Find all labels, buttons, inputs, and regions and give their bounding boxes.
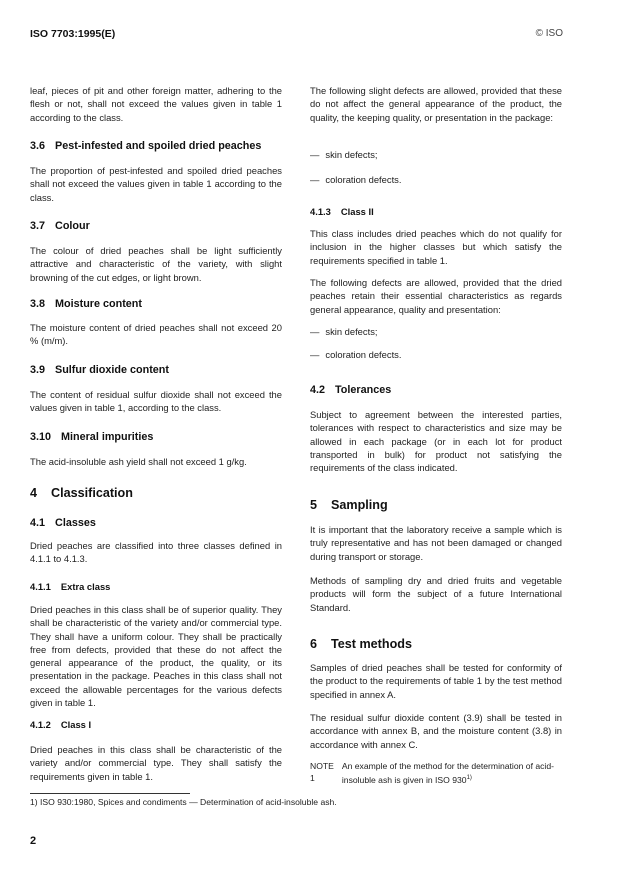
- section-4-1-3-heading: 4.1.3 Class II: [310, 206, 374, 217]
- section-4-1-2-heading: 4.1.2 Class I: [30, 719, 92, 730]
- section-3-6-heading: 3.6 Pest-infested and spoiled dried peaches: [30, 140, 262, 152]
- note-1: NOTE 1 An example of the method for the determination of acid-insoluble ash is given in ISO 930$^{1)}$: [310, 761, 554, 785]
- section-3-8-heading: 3.8 Moisture content: [30, 298, 142, 310]
- section-3-7-text: The colour of dried peaches shall be light sufficiently attractive and characteristic of the variety, with slight browning of the cut edges, or light brown.: [30, 245, 282, 283]
- section-4-1-heading: 4.1 Classes: [30, 517, 96, 529]
- section-4-1-2-text: Dried peaches in this class shall be characteristic of the variety and/or commercial type. They shall satisfy the requirements given in table 1.: [30, 744, 282, 782]
- page-number: 2: [30, 835, 37, 847]
- list-item: — skin defects;: [310, 149, 378, 160]
- list-item: — coloration defects.: [310, 174, 402, 185]
- footnote: 1) ISO 930:1980, Spices and condiments — Determination of acid-insoluble ash.: [30, 797, 337, 807]
- slight-defects-intro: The following slight defects are allowed, provided that these do not affect the general appearance of the product, the quality, the keeping quality, or presentation in the package:: [310, 85, 562, 123]
- section-4-1-1-heading: 4.1.1 Extra class: [30, 581, 111, 592]
- section-4-1-1-text: Dried peaches in this class shall be of superior quality. They shall be characteristic of the variety and/or commercial type. They shall have a uniform colour. They shall be practically free from defects, provided that these do not affect the general appearance of the product, the quality, or its presentation in the package. Peaches in this class shall not exceed the allowable percentages for the various defects given in table 1.: [30, 604, 282, 709]
- continued-paragraph: leaf, pieces of pit and other foreign matter, adhering to the flesh or not, shall not exceed the values given in table 1 according to the class.: [30, 85, 282, 123]
- section-3-7-heading: 3.7 Colour: [30, 220, 90, 232]
- footnote-rule: [30, 793, 190, 794]
- section-3-9-heading: 3.9 Sulfur dioxide content: [30, 364, 169, 376]
- document-id: ISO 7703:1995(E): [30, 28, 116, 40]
- section-3-9-text: The content of residual sulfur dioxide shall not exceed the values given in table 1, according to the class.: [30, 389, 282, 414]
- publisher-mark: © ISO: [535, 28, 563, 39]
- section-6-text: Samples of dried peaches shall be tested for conformity of the product to the requirements of table 1 by the test method specified in annex A.: [310, 662, 562, 700]
- section-4-1-text: Dried peaches are classified into three classes defined in 4.1.1 to 4.1.3.: [30, 540, 282, 565]
- section-3-10-heading: 3.10 Mineral impurities: [30, 431, 154, 443]
- section-3-6-text: The proportion of pest-infested and spoiled dried peaches shall not exceed the values given in table 1 according to the class.: [30, 165, 282, 203]
- section-4-2-heading: 4.2 Tolerances: [310, 384, 392, 396]
- section-3-10-text: The acid-insoluble ash yield shall not exceed 1 g/kg.: [30, 456, 247, 467]
- section-4-1-3-defects-intro: The following defects are allowed, provided that the dried peaches retain their essential characteristics as regards general appearance, quality and presentation:: [310, 277, 562, 315]
- section-4-heading: 4 Classification: [30, 486, 133, 500]
- section-5-heading: 5 Sampling: [310, 498, 388, 512]
- list-item: — coloration defects.: [310, 349, 402, 360]
- section-3-8-text: The moisture content of dried peaches shall not exceed 20 % (m/m).: [30, 322, 282, 347]
- section-4-2-text: Subject to agreement between the interested parties, tolerances with respect to characteristics and size may be allowed in each package (or in each lot for product transported in bulk) for product not satisfying the requirements of the class indicated.: [310, 409, 562, 474]
- section-5-text-2: Methods of sampling dry and dried fruits and vegetable products will form the subject of a future International Standard.: [310, 575, 562, 613]
- section-5-text: It is important that the laboratory receive a sample which is truly representative and has not been damaged or changed during transport or storage.: [310, 524, 562, 562]
- section-4-1-3-text: This class includes dried peaches which do not qualify for inclusion in the higher classes but which satisfy the requirements specified in table 1.: [310, 228, 562, 266]
- list-item: — skin defects;: [310, 326, 378, 337]
- section-6-text-2: The residual sulfur dioxide content (3.9) shall be tested in accordance with annex B, and the moisture content (3.8) in accordance with annex C.: [310, 712, 562, 750]
- section-6-heading: 6 Test methods: [310, 637, 412, 651]
